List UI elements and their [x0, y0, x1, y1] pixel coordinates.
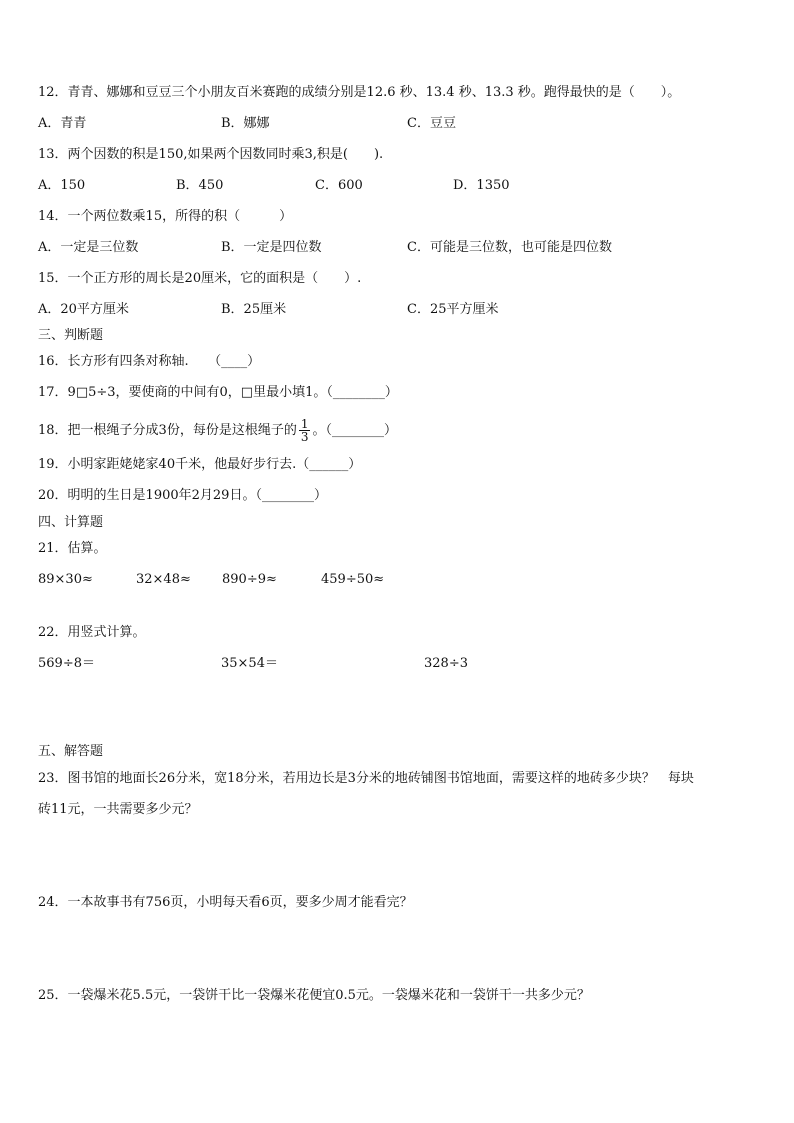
section-heading-calculation: 四、计算题 [38, 515, 104, 530]
q21-item-2: 32×48≈ [136, 572, 191, 587]
q18-text-after: 。（________） [312, 423, 397, 438]
question-25: 25．一袋爆米花5.5元，一袋饼干比一袋爆米花便宜0.5元。一袋爆米花和一袋饼干一共多少元？ [38, 988, 590, 1003]
question-23-line-1: 23．图书馆的地面长26分米，宽18分米，若用边长是3分米的地砖铺图书馆地面，需要这样的地砖多少块？ 每块 [38, 771, 694, 786]
question-20: 20．明明的生日是1900年2月29日。（________） [38, 488, 327, 503]
q13-option-d: D．1350 [453, 178, 510, 193]
q15-option-c: C．25平方厘米 [407, 302, 499, 317]
question-21: 21．估算。 [38, 541, 107, 556]
question-16: 16．长方形有四条对称轴. （____） [38, 354, 261, 369]
question-15: 15．一个正方形的周长是20厘米，它的面积是（ ）. [38, 271, 362, 286]
q13-option-c: C．600 [315, 178, 363, 193]
q14-option-b: B．一定是四位数 [221, 240, 322, 255]
q18-fraction-denominator: 3 [300, 430, 309, 444]
section-heading-word-problems: 五、解答题 [38, 744, 104, 759]
q18-fraction [299, 418, 311, 443]
section-heading-judgement: 三、判断题 [38, 328, 104, 343]
q12-option-a: A．青青 [38, 116, 87, 131]
q21-item-1: 89×30≈ [38, 572, 93, 587]
q14-option-a: A．一定是三位数 [38, 240, 139, 255]
q22-item-3: 328÷3 [424, 656, 468, 671]
question-22: 22．用竖式计算。 [38, 625, 146, 640]
q13-option-a: A．150 [38, 178, 86, 193]
q21-item-4: 459÷50≈ [321, 572, 385, 587]
question-24: 24．一本故事书有756页，小明每天看6页，要多少周才能看完？ [38, 895, 413, 910]
q22-item-1: 569÷8＝ [38, 656, 95, 671]
q15-option-b: B．25厘米 [221, 302, 287, 317]
q21-item-3: 890÷9≈ [222, 572, 277, 587]
q22-item-2: 35×54＝ [221, 656, 278, 671]
q14-option-c: C．可能是三位数，也可能是四位数 [407, 240, 612, 255]
question-18 [38, 418, 397, 443]
q18-text-before: 18．把一根绳子分成3份，每份是这根绳子的 [38, 423, 297, 438]
q12-option-b: B．娜娜 [221, 116, 270, 131]
question-19: 19．小明家距姥姥家40千米，他最好步行去.（______） [38, 457, 362, 472]
question-23-line-2: 砖11元，一共需要多少元？ [38, 802, 198, 817]
question-14: 14．一个两位数乘15，所得的积（ ） [38, 209, 293, 224]
question-12: 12．青青、娜娜和豆豆三个小朋友百米赛跑的成绩分别是12.6 秒、13.4 秒、13.3 秒。跑得最快的是（ ）。 [38, 85, 681, 100]
q18-fraction-numerator: 1 [300, 417, 309, 431]
question-17: 17．9□5÷3，要使商的中间有0，□里最小填1。（________） [38, 385, 398, 400]
q12-option-c: C．豆豆 [407, 116, 456, 131]
question-13: 13．两个因数的积是150,如果两个因数同时乘3,积是( ). [38, 147, 384, 162]
q13-option-b: B．450 [176, 178, 224, 193]
q15-option-a: A．20平方厘米 [38, 302, 129, 317]
